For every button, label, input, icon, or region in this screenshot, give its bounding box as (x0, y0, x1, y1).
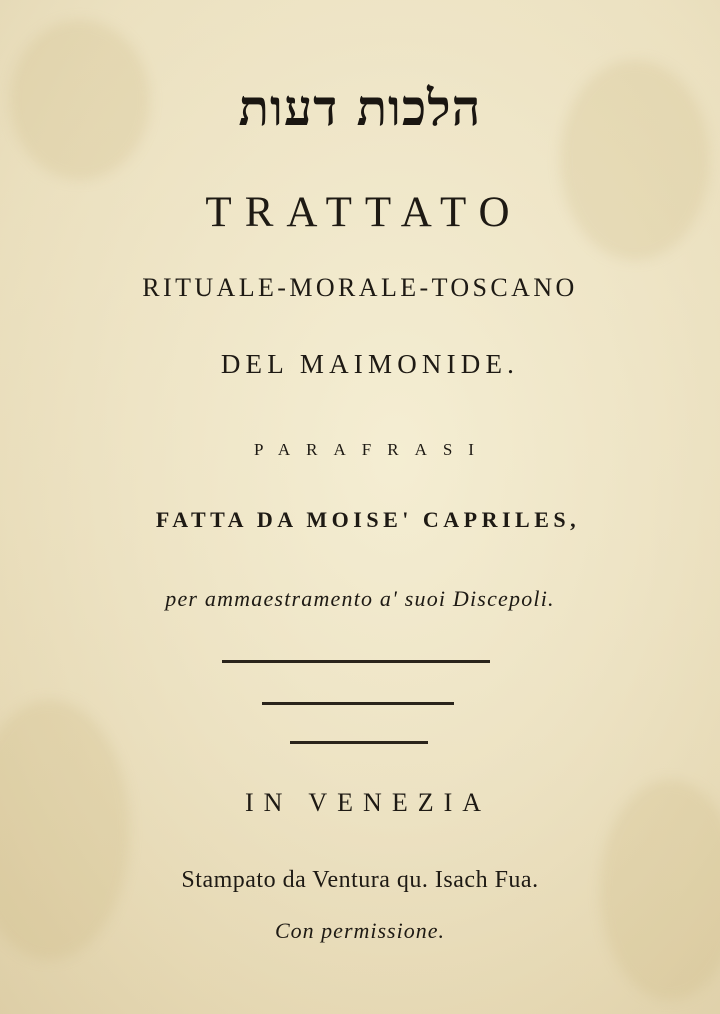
divider-rule (290, 741, 428, 744)
purpose-line: per ammaestramento a' suoi Discepoli. (165, 586, 555, 611)
subtitle-line-2: DEL MAIMONIDE. (220, 349, 520, 379)
main-title: TRATTATO (205, 189, 523, 236)
subtitle-line-1: RITUALE-MORALE-TOSCANO (142, 273, 578, 302)
imprint-permission: Con permissione. (275, 918, 445, 943)
author-line: FATTA DA MOISE' CAPRILES, (155, 507, 581, 532)
imprint-city: IN VENEZIA (244, 788, 492, 817)
hebrew-title: הלכות דעות (238, 78, 482, 137)
divider-rule (222, 660, 490, 663)
parafrasi-label: PARAFRASI (254, 440, 490, 459)
imprint-printer: Stampato da Ventura qu. Isach Fua. (181, 867, 539, 893)
divider-rule (262, 702, 454, 705)
